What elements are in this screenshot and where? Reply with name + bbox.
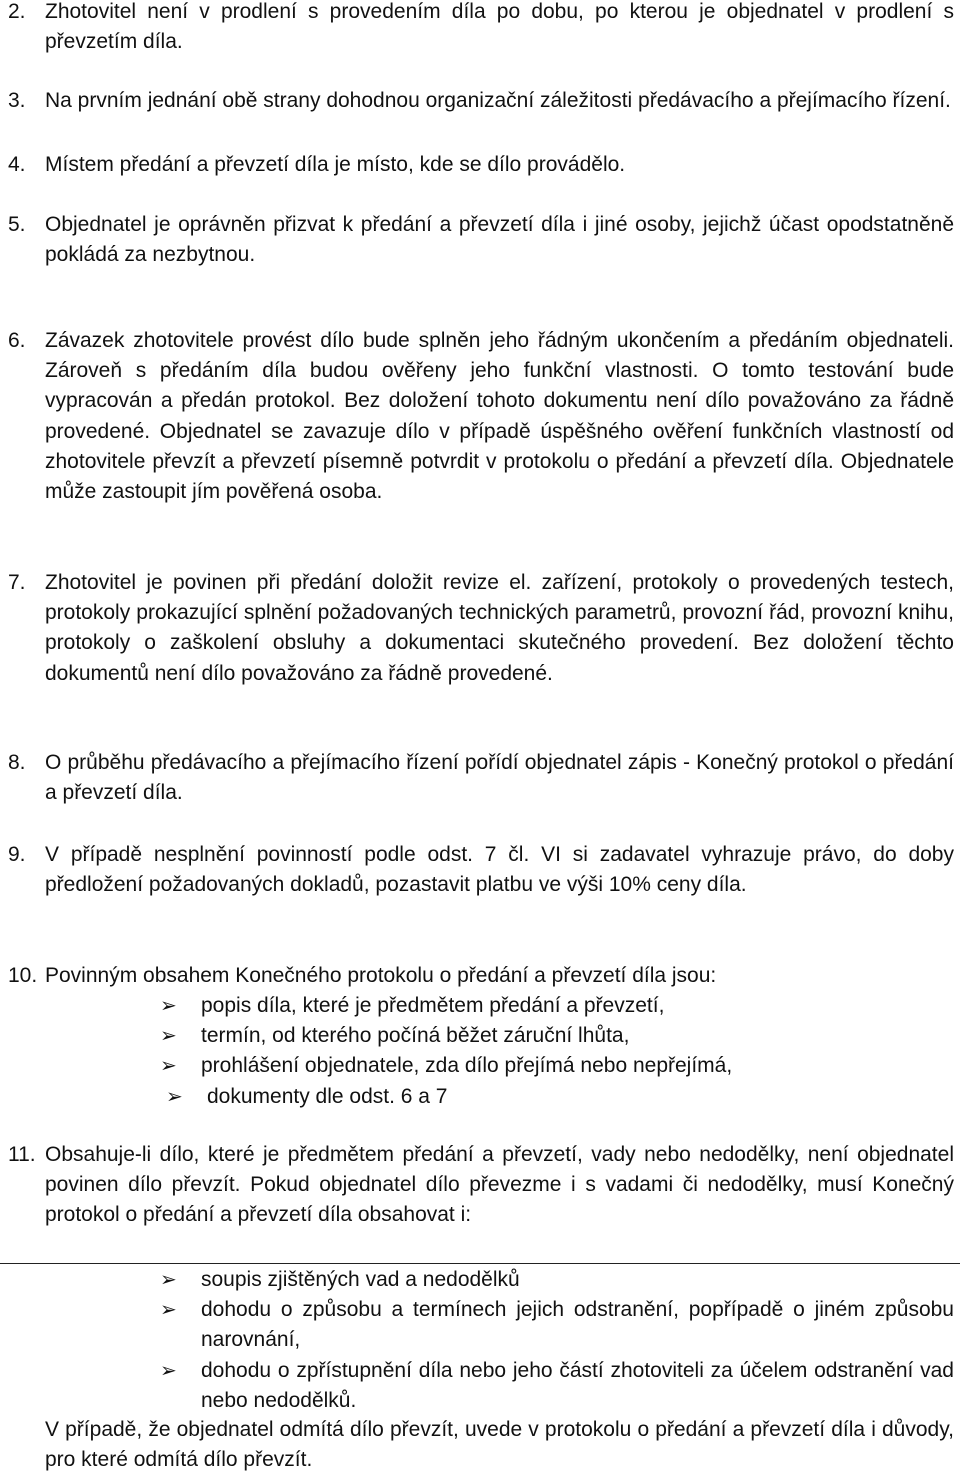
list-item: ➢ prohlášení objednatele, zda dílo přejímá nebo nepřejímá, [160, 1051, 954, 1081]
arrowhead-bullet-icon: ➢ [160, 1025, 177, 1048]
clause-5 [8, 210, 954, 270]
clause-9 [8, 840, 954, 900]
clause-text: Na prvním jednání obě strany dohodnou organizační záležitosti předávacího a přejímacího řízení. [45, 89, 951, 112]
clause-4 [8, 150, 954, 180]
clause-7 [8, 568, 954, 689]
clause-number: 10. [8, 964, 38, 987]
clause-number: 7. [8, 571, 26, 594]
list-item: ➢ termín, od kterého počíná běžet záruční lhůta, [160, 1021, 954, 1051]
clause-number: 3. [8, 89, 26, 112]
clause-8 [8, 748, 954, 808]
clause-number: 11. [8, 1143, 36, 1166]
clause-text: Obsahuje-li dílo, které je předmětem předání a převzetí, vady nebo nedodělky, není objednatel povinen dílo převzít. Pokud objednatel dílo převezme i s vadami či nedodělky, musí Konečný protokol o předání a převzetí díla obsahovat i: [45, 1143, 954, 1227]
defects-contents-list [160, 1265, 954, 1416]
arrowhead-bullet-icon: ➢ [160, 1269, 177, 1291]
clause-text: Závazek zhotovitele provést dílo bude splněn jeho řádným ukončením a předáním objednateli. Zároveň s předáním díla budou ověřeny jeho funkční vlastnosti. O tomto testování bude vypracován a předán protokol. Bez doložení tohoto dokumentu není dílo považováno za řádně provedené. Objednatel se zavazuje dílo v případě úspěšného ověření funkčních vlastností od zhotovitele převzít a převzetí písemně potvrdit v protokolu o předání a převzetí díla. Objednatele může zastoupit jím pověřená osoba. [45, 329, 954, 504]
clause-text: Zhotovitel je povinen při předání doložit revize el. zařízení, protokoly o provedených testech, protokoly prokazující splnění požadovaných technických parametrů, provozní řád, provozní knihu, protokoly o zaškolení obsluhy a dokumentaci skutečného provedení. Bez doložení těchto dokumentů není dílo považováno za řádně provedené. [45, 571, 954, 685]
page-divider [0, 1263, 960, 1264]
arrowhead-bullet-icon: ➢ [160, 995, 177, 1017]
clause-number: 5. [8, 213, 26, 236]
clause-number: 8. [8, 751, 26, 774]
clause-text: Povinným obsahem Konečného protokolu o předání a převzetí díla jsou: [45, 964, 717, 987]
protocol-contents-list [160, 991, 954, 1112]
clause-10 [8, 961, 954, 991]
list-item: ➢ popis díla, které je předmětem předání a převzetí, [160, 991, 954, 1021]
clause-text: Místem předání a převzetí díla je místo, kde se dílo provádělo. [45, 153, 626, 176]
clause-6 [8, 326, 954, 507]
clause-text: O průběhu předávacího a přejímacího řízení pořídí objednatel zápis - Konečný protokol o předání a převzetí díla. [45, 751, 954, 805]
clause-11 [8, 1140, 954, 1231]
list-item: ➢ dohodu o zpřístupnění díla nebo jeho částí zhotoviteli za účelem odstranění vad nebo nedodělků. [160, 1356, 954, 1416]
list-item: ➢ soupis zjištěných vad a nedodělků [160, 1265, 954, 1295]
arrowhead-bullet-icon: ➢ [160, 1359, 177, 1382]
clause-text: Objednatel je oprávněn přizvat k předání a převzetí díla i jiné osoby, jejichž účast opodstatněně pokládá za nezbytnou. [45, 213, 954, 267]
closing-paragraph: V případě, že objednatel odmítá dílo převzít, uvede v protokolu o předání a převzetí díla i důvody, pro které odmítá dílo převzít. [45, 1418, 954, 1472]
clause-number: 2. [8, 0, 26, 23]
list-item: ➢ dokumenty dle odst. 6 a 7 [166, 1082, 954, 1112]
arrowhead-bullet-icon: ➢ [166, 1085, 183, 1108]
clause-number: 4. [8, 153, 26, 176]
list-item: ➢ dohodu o způsobu a termínech jejich odstranění, popřípadě o jiném způsobu narovnání, [160, 1295, 954, 1355]
arrowhead-bullet-icon: ➢ [160, 1299, 177, 1322]
clause-number: 6. [8, 329, 26, 352]
arrowhead-bullet-icon: ➢ [160, 1055, 177, 1078]
clause-text: Zhotovitel není v prodlení s provedením díla po dobu, po kterou je objednatel v prodlení s převzetím díla. [45, 0, 954, 54]
clause-number: 9. [8, 843, 26, 866]
clause-2 [8, 0, 954, 57]
clause-3 [8, 86, 954, 116]
clause-text: V případě nesplnění povinností podle odst. 7 čl. VI si zadavatel vyhrazuje právo, do doby předložení požadovaných dokladů, pozastavit platbu ve výši 10% ceny díla. [45, 843, 954, 897]
